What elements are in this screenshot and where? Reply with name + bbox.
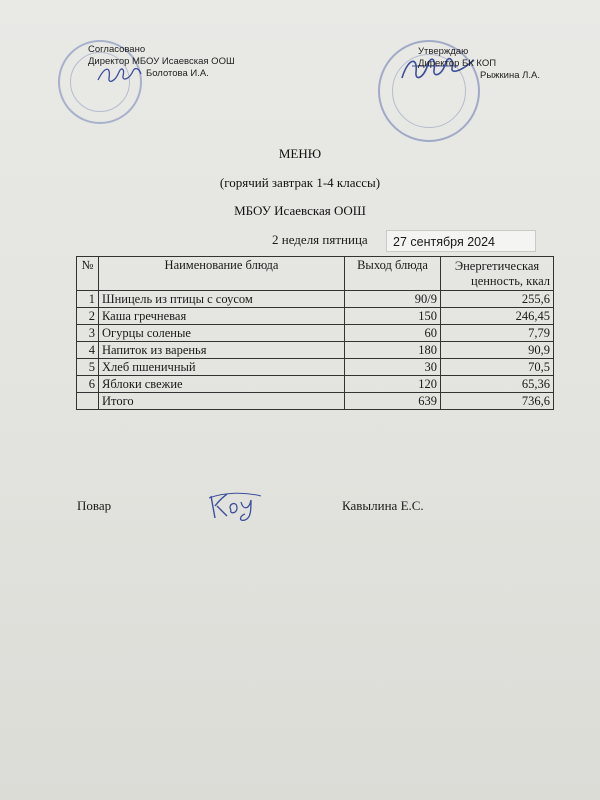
signature-cook <box>205 488 265 522</box>
menu-subtitle: (горячий завтрак 1-4 классы) <box>219 175 381 190</box>
row-name: Огурцы соленые <box>99 325 345 342</box>
row-output: 60 <box>345 325 441 342</box>
total-num-cell <box>77 393 99 410</box>
total-output: 639 <box>345 393 441 410</box>
table-row <box>77 359 554 376</box>
row-energy: 7,79 <box>441 325 554 342</box>
row-num: 3 <box>77 325 99 342</box>
row-name: Шницель из птицы с соусом <box>99 291 345 308</box>
total-energy: 736,6 <box>441 393 554 410</box>
row-name: Каша гречневая <box>99 308 345 325</box>
menu-table <box>76 256 554 410</box>
right-approval-label: Утверждаю <box>418 46 469 57</box>
table-total-row <box>77 393 554 410</box>
row-name: Напиток из варенья <box>99 342 345 359</box>
header-energy-line1: Энергетическая <box>454 258 540 273</box>
left-approval-position: Директор МБОУ Исаевская ООШ <box>88 56 235 67</box>
left-approval-label: Согласовано <box>88 44 146 55</box>
row-energy: 90,9 <box>441 342 554 359</box>
right-approval-position: Директор БК КОП <box>418 58 497 69</box>
date-box: 27 сентября 2024 <box>386 230 536 252</box>
row-num: 4 <box>77 342 99 359</box>
row-name: Яблоки свежие <box>99 376 345 393</box>
row-energy: 246,45 <box>441 308 554 325</box>
header-energy-line2: ценность, ккал <box>471 273 550 288</box>
table-row <box>77 342 554 359</box>
week-day: 2 неделя пятница <box>272 232 368 247</box>
header-name: Наименование блюда <box>99 257 345 291</box>
row-num: 5 <box>77 359 99 376</box>
row-output: 150 <box>345 308 441 325</box>
school-name: МБОУ Исаевская ООШ <box>234 203 366 218</box>
menu-title: МЕНЮ <box>278 146 322 161</box>
row-num: 6 <box>77 376 99 393</box>
row-output: 30 <box>345 359 441 376</box>
table-row <box>77 291 554 308</box>
row-energy: 65,36 <box>441 376 554 393</box>
footer-role: Повар <box>77 498 112 513</box>
header-num: № <box>77 257 99 291</box>
row-num: 2 <box>77 308 99 325</box>
row-output: 180 <box>345 342 441 359</box>
row-energy: 70,5 <box>441 359 554 376</box>
row-output: 90/9 <box>345 291 441 308</box>
row-name: Хлеб пшеничный <box>99 359 345 376</box>
table-header-row <box>77 257 554 291</box>
row-num: 1 <box>77 291 99 308</box>
header-energy <box>441 257 554 291</box>
header-output: Выход блюда <box>345 257 441 291</box>
row-energy: 255,6 <box>441 291 554 308</box>
table-row <box>77 308 554 325</box>
left-approval <box>88 44 235 80</box>
total-label: Итого <box>99 393 345 410</box>
row-output: 120 <box>345 376 441 393</box>
footer-name: Кавылина Е.С. <box>342 498 424 513</box>
left-approval-name: Болотова И.А. <box>146 68 209 79</box>
right-approval-name: Рыжкина Л.А. <box>480 70 541 81</box>
right-approval <box>418 46 540 82</box>
table-row <box>77 376 554 393</box>
table-row <box>77 325 554 342</box>
